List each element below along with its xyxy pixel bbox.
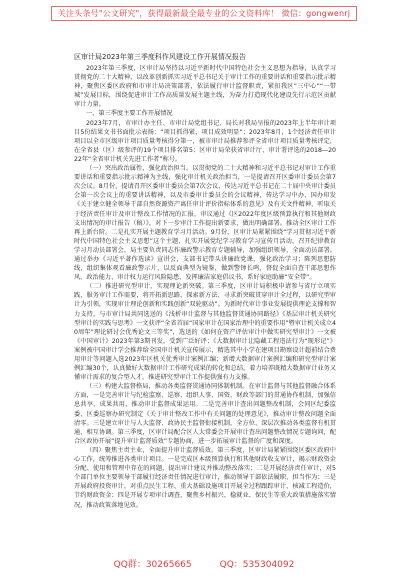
paragraph-item-3: （三）构建大监督格局，推动各类监督贯通协同体制机制。在审计监督与其他监督融合体系方面，一是完善审计与纪检监察、巡察、组织人事、国资、财政等部门的贯通协作机制，加强信息共享、成果共用，推动审计监督成果运用。二是完善审计查出问题整改机制，会同区纪委监委、区委巡察办研究制定《关于审计整改工作中有关问题的处理意见》，推动审计整改问题全面清零。三是建立审计与人大监督、政协民主监督衔接机制，全方位、深层次推动各类监督有机贯通、相互协调。第三季度，区审计局配合区人大常委会开展审计查出问题整改情况专题询问，配合区政协开展“提升审计监督质效”专题协商，进一步拓展审计监督的广度和深度。 bbox=[74, 383, 336, 445]
banner-text: 关注头条号"公文研究"，获得最新最全最专业的公文资料库！ 微信：gongwenrj bbox=[51, 6, 357, 21]
header-banner bbox=[0, 0, 408, 26]
paragraph-intro: 2023年第三季度，区审计局坚持以习近平新时代中国特色社会主义思想为指导，认真学习贯彻党的二十大精神，以改革创新抓实习近平总书记关于审计工作的重要讲话和重要指示批示精神，聚焦区委区政府和市审计局决策部署，依法履行审计监督职责，紧扣我区“三中心”“一带城”发展目标，围绕促进审计工作高质量发展主题主线，为奋力打造现代化建设先行示范区贡献审计力量。 bbox=[74, 65, 336, 109]
paragraph-item-2: （二）推进研究型审计，实现理论新突破。第三季度，区审计局积极申请参与省厅立项实践，服务审计工作需要，将开拓新思路、探索新方法、寻求新突破贯穿审计全过程，以研究型审计为引领，实现审计理论创新和实践创新“双轮驱动”。为新时代审计事业发展提供理论支撑和智力支持，与市审计局共同选送的《浅析审计监督与其他监督贯通协同路径》《基层审计机关研究型审计的实践与思考》一文获评“全省首届“国家审计在国家治理中的重要作用”暨审计机关成立40周年”理论研讨会优秀论文三等奖”，选送的《如何在资产评估审计中做实研究型审计》一文被《中国审计》2023年第3期刊发。受到广泛好评；《大数据审计让隐藏工程违法行为“现形记”》案例被中国审计学会推荐给全国审计机关宣传展示，精选其中小学在建项目勘察设计超前结合费用审计等问题入选2023年区机关优秀审计案例汇编；新增大数据审计案例汇编和研究型审计案例汇编30个，认真做好大数据审计工作研究成果的转化和总结。着力培养既精大数据审计业务又懂审计需求的复合型人才，推进研究型审计工作提供强有力支撑。 bbox=[74, 283, 336, 382]
footer-qq: QQ：535304092 bbox=[219, 560, 295, 570]
paragraph-item-1: （一）突出政治属性，强化政治担当。以贯彻党的二十大精神和习近平总书记对审计工作重要讲话和重要指示批示精神为主线，强化审计机关政治担当，一是提请召开区委审计委员会第7次会议。8月份，提请召开区委审计委员会第7次会议，传达习近平总书记在二十届中央审计委员会第一次会议上的重要讲话精神，以及市委审计委员会的会议精神，传达学习中办、国办印发《关于建立健全领导干部自然资源资产离任审计评价指标体系的意见》及有关文件精神，听取关于经济责任审计及审计整改工作情况的汇报，审议通过《区2022年度区级预算执行和其他财政支出情况的审计报告（稿）》，对下一步审计工作提出新要求，做出明确部署。推动全区审计工作再上新台阶。二是扎实开展主题教育学习月活动。9月份，区审计局紧紧围绕“学习贯彻习近平新时代中国特色社会主义思想”这个主题，扎实开展党纪学习教育学习宣传月活动，召开纪律教育学习月动员部署会，局主要负责同志作廉政警示教育专题辅导，加强组织领导，全面动员部署。通过举办《习近平著作选读》宣讲会，支部书记带头讲廉政党课，强化政治学习；陈列思想防线，组织集体观看廉政警示片，以反面典型为镜鉴，做到警钟长鸣，督促全面自查干部思想作风、政治能力、审计权力运行风险隐患，发挥廉洁家庭倡议书，系好家庭助廉“安全带”。 bbox=[74, 165, 336, 282]
section-heading: 一、第三季度主要工作开展情况 bbox=[86, 110, 173, 118]
paragraph-summary: 2023年7月，市审计办主任、市审计局党组书记、局长对我局呈报的2023年上半年审计项目5份结果文书书面批示表扬：“项目抓得紧、项目成效明显”；2023年8月，1个经济责任审计项目以全市区级审计项目质量考核得分第一，被市审计局推荐参评全省审计项目质量考核评定，在全省县（区）级参评的19个项目排名第5；区审计局荣获省审计厅、审计署评选的2018—2022年“全省审计机关先进工作者”称号。 bbox=[74, 119, 336, 163]
footer-contacts bbox=[0, 557, 408, 570]
document-title: 区审计局2023年第三季度科作风建设工作开展情况报告 bbox=[74, 53, 246, 61]
document-body bbox=[74, 52, 336, 510]
footer-qq-group: QQ群：30265665 bbox=[113, 560, 192, 570]
paragraph-item-4: （四）聚焦主责主业，全面提升审计监督质效。第三季度，区审计局紧紧围绕区委区政府中心工作，统筹推进各类审计项目。一是完成区本级预算执行和其他财政收支审计，揭示财政资金分配、使用和管理中存在的问题，提出审计建议并推动整改落实；二是开展经济责任审计，对5个部门单位主要领导干部履行经济责任情况进行审计，推动领导干部依法履职、担当作为；三是开展政府投资审计，对重点民生工程、重大基础设施项目开展全过程跟踪审计，核减工程造价，节约财政资金；四是开展专项审计调查，聚焦乡村振兴、稳就业、保民生等重大政策措施落实情况，推动政策落地见效。 bbox=[74, 446, 336, 509]
